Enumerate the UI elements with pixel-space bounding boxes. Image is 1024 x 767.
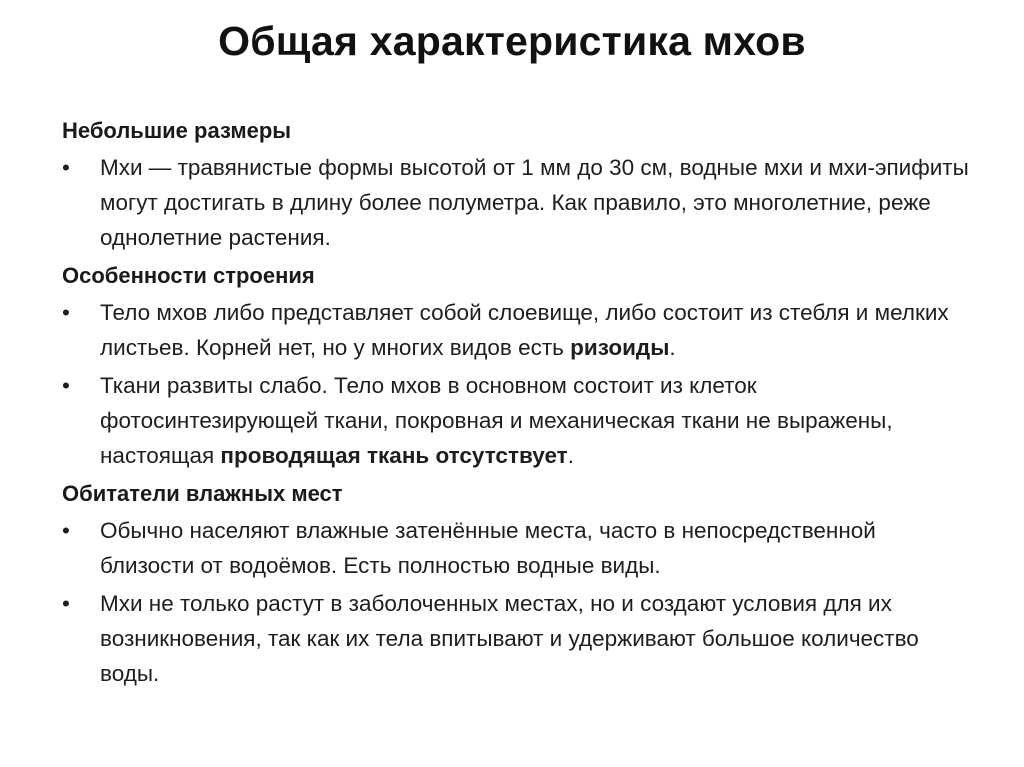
bullet-bold-term: ризоиды	[570, 335, 670, 360]
bullet-text: Мхи — травянистые формы высотой от 1 мм до 30 см, водные мхи и мхи-эпифиты могут достигать в длину более полуметра. Как правило, это многолетние, реже однолетние растения.	[100, 155, 969, 250]
section-heading: Небольшие размеры	[62, 118, 292, 143]
slide-content	[62, 113, 969, 694]
bullet-item	[62, 513, 920, 583]
bullet-bold-term: проводящая ткань отсутствует	[220, 443, 568, 468]
bullet-text-end: .	[669, 335, 676, 360]
slide-title: Общая характеристика мхов	[218, 18, 806, 64]
bullet-text: Обычно населяют влажные затенённые места, часто в непосредственной близости от водоёмов. Есть полностью водные виды.	[100, 518, 876, 578]
bullet-marker: •	[62, 591, 70, 616]
bullet-text: Мхи не только растут в заболоченных местах, но и создают условия для их возникновения, так как их тела впитывают и удерживают большое количество воды.	[100, 591, 919, 686]
bullet-text: Ткани развиты слабо. Тело мхов в основном состоит из клеток фотосинтезирующей ткани, покровная и механическая ткани не выражены, настоящая	[100, 373, 893, 468]
bullet-item	[62, 295, 1000, 365]
section-heading: Обитатели влажных мест	[62, 481, 343, 506]
section-wet-habitats	[62, 476, 962, 691]
section-structure	[62, 258, 962, 473]
bullet-item	[62, 368, 900, 473]
bullet-marker: •	[62, 300, 70, 325]
bullet-marker: •	[62, 518, 70, 543]
section-heading: Особенности строения	[62, 263, 315, 288]
section-small-sizes	[62, 113, 969, 255]
bullet-item	[62, 150, 970, 255]
bullet-text-end: .	[567, 443, 574, 468]
bullet-text: Тело мхов либо представляет собой слоевище, либо состоит из стебля и мелких листьев. Корней нет, но у многих видов есть	[100, 300, 949, 360]
bullet-marker: •	[62, 155, 70, 180]
bullet-marker: •	[62, 373, 70, 398]
bullet-item	[62, 586, 980, 691]
